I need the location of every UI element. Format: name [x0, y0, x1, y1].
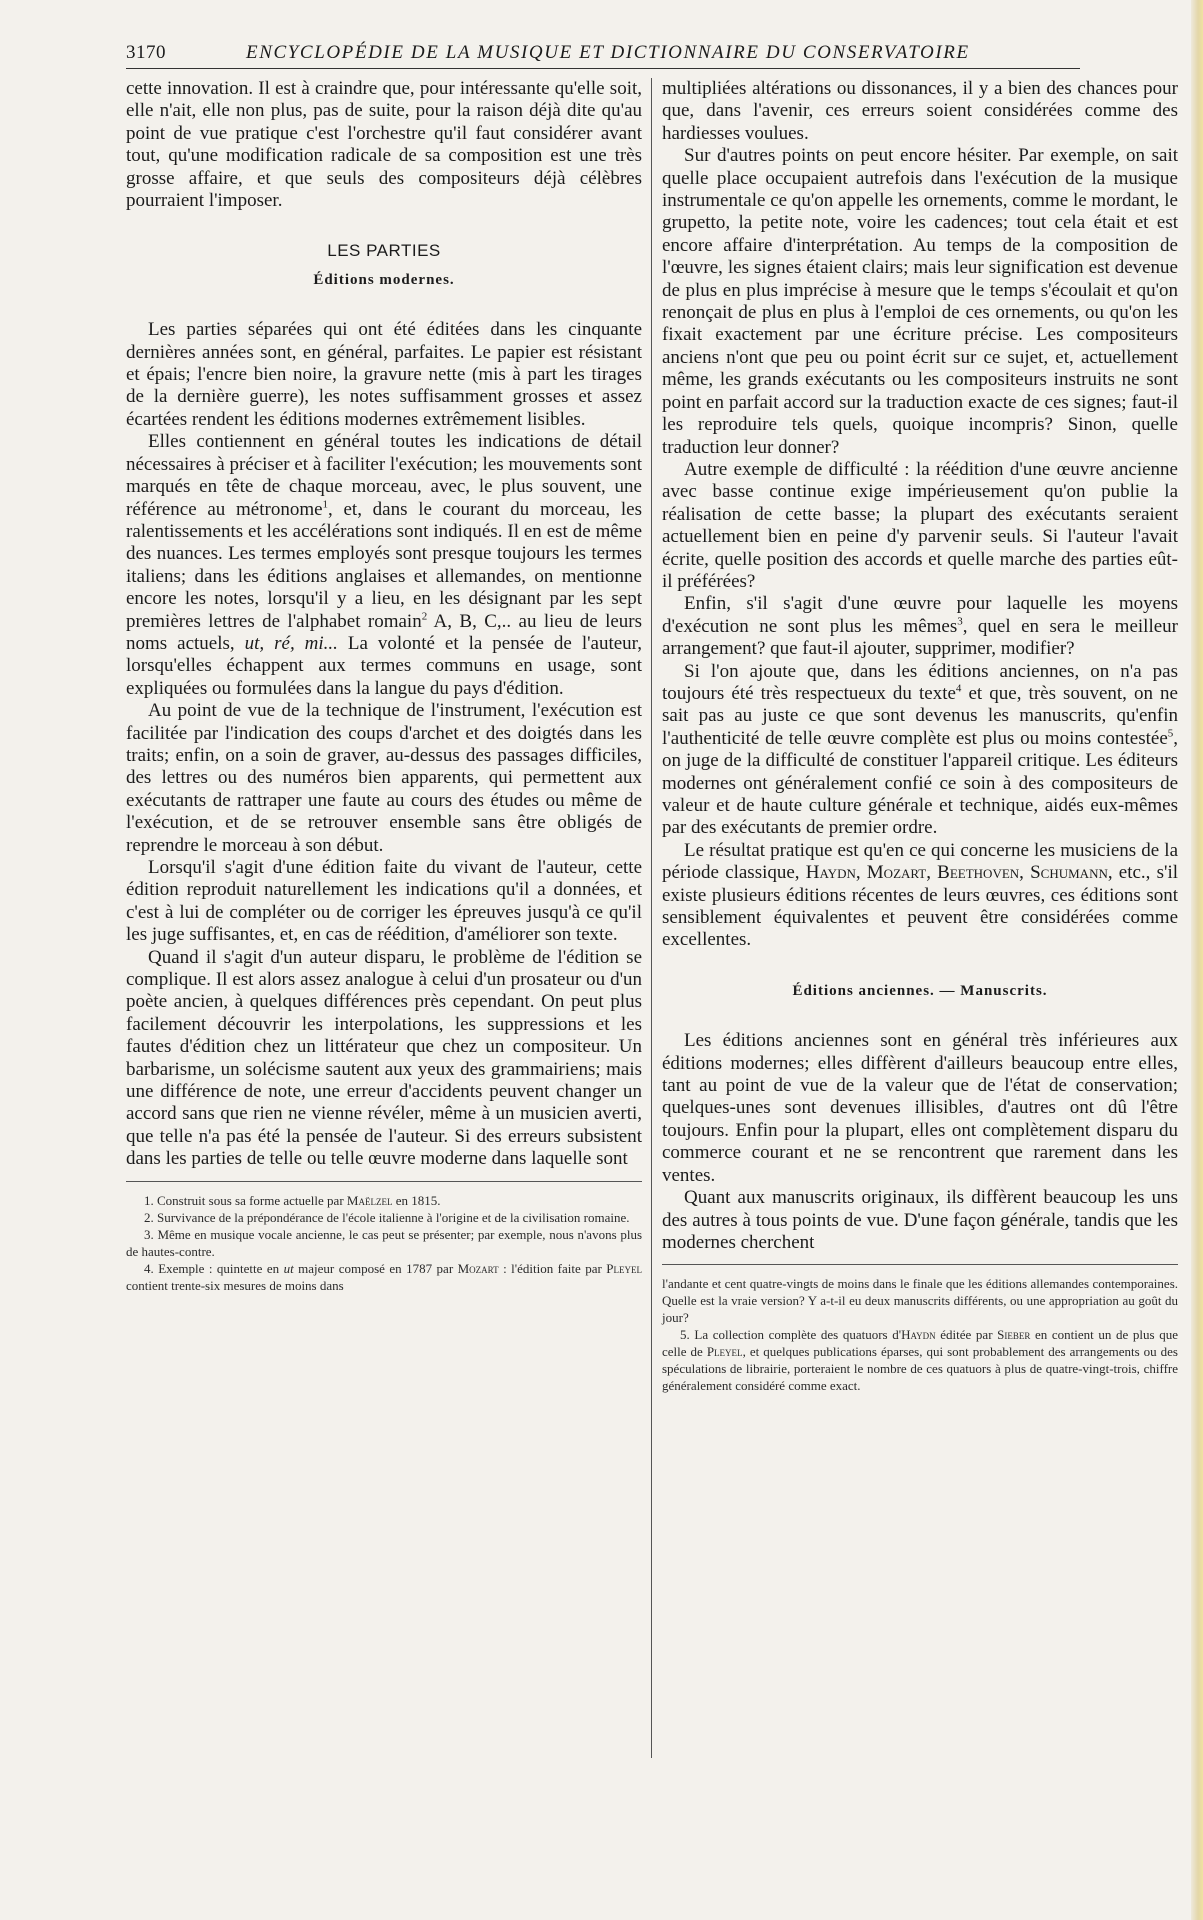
footnote-number: 2. — [144, 1209, 154, 1225]
text-run: Enfin, s'il s'agit d'une œuvre pour laquelle les moyens d'exécution ne sont plus les mêmes — [662, 593, 1178, 637]
running-title: ENCYCLOPÉDIE DE LA MUSIQUE ET DICTIONNAIRE DU CONSERVATOIRE — [246, 42, 970, 63]
footnote-text: Même en musique vocale ancienne, le cas peut se présenter; par exemple, nous n'avons plus de hautes-contre. — [126, 1226, 643, 1259]
paragraph: Quant aux manuscrits originaux, ils diffèrent beaucoup les uns des autres à tous points de vue. D'une façon générale, tandis que les modernes cherchent — [662, 1187, 1178, 1253]
footnote-text: en 1815. — [392, 1192, 441, 1208]
paragraph: Les parties séparées qui ont été éditées dans les cinquante dernières années sont, en général, parfaites. Le papier est résistant et épais; l'encre bien noire, la gravure nette (mis à part les tirages de la dernière guerre), les notes suffisamment grosses et assez écartées rendent les éditions modernes extrêmement lisibles. — [126, 319, 642, 430]
footnote-ref: 2 — [421, 610, 428, 623]
footnote-name: Pleyel — [706, 1344, 743, 1360]
subsection-title: Éditions modernes. — [313, 271, 455, 288]
page-number: 3170 — [126, 42, 166, 63]
footnote-text: contient trente-six mesures de moins dans — [126, 1277, 344, 1293]
paragraph: Autre exemple de difficulté : la réédition d'une œuvre ancienne avec basse continue exige impérieusement qu'on publie la réalisation de cette basse; la plupart des exécutants seraient actuellement bien en peine d'y parvenir seuls. Si l'auteur l'avait écrite, quelle position des accords et quelle marche des parties eût-il préférées? — [662, 458, 1178, 592]
paragraph: Au point de vue de la technique de l'instrument, l'exécution est facilitée par l'indication des coups d'archet et des doigtés dans les traits; enfin, on a soin de graver, au-dessus des passages difficiles, des lettres ou des numéros bien apparents, qui permettent aux exécutants de rattraper une faute au cours des études ou même de l'exécution, et de se retrouver ensemble sans être obligés de reprendre le morceau à son début. — [126, 700, 642, 856]
page-edge — [1191, 0, 1203, 1920]
footnote-text: , et quelques publications éparses, qui sont probablement des arrangements ou des spéculations de librairie, porteraient le nombre de ces quatuors à plus de quatre-vingt-trois, chiffre généralement considéré comme exact. — [662, 1344, 1178, 1394]
footnote-ref: 5 — [1167, 727, 1174, 740]
text-run: Si l'on ajoute que, dans les éditions anciennes, on n'a pas toujours été très respectueux du texte — [662, 660, 1178, 704]
right-column — [662, 78, 1178, 1394]
left-column — [126, 78, 642, 1294]
footnote — [662, 1326, 1178, 1394]
paragraph: Quand il s'agit d'un auteur disparu, le problème de l'édition se complique. Il est alors assez analogue à celui d'un prosateur ou d'un poète ancien, à quelques différences près cependant. On peut plus facilement découvrir les interpolations, les suppressions et les fautes d'édition chez un littérateur que chez un compositeur. Un barbarisme, un solécisme sautent aux yeux des grammairiens; mais une différence de note, une erreur d'accidents peuvent changer un accord sans que rien ne vienne révéler, même à un musicien averti, que telle n'a pas été la pensée de l'auteur. Si des erreurs subsistent dans les parties de telle ou telle œuvre moderne dans laquelle sont — [126, 946, 642, 1170]
footnote-text: : l'édition faite par — [498, 1260, 607, 1276]
footnote — [126, 1192, 642, 1209]
text-run: A, B, C,.. au lieu de leurs noms actuels, — [126, 610, 642, 654]
footnote-ref: 4 — [955, 682, 962, 695]
composer-names: Haydn, Mozart, Beethoven, Schumann — [805, 862, 1108, 884]
text-run: , etc., s'il existe plusieurs éditions récentes de leurs œuvres, ces éditions sont sensiblement équivalentes et peuvent être considérées comme excellentes. — [662, 862, 1178, 951]
running-header — [126, 38, 1080, 68]
paragraph: Les éditions anciennes sont en général très inférieures aux éditions modernes; elles diffèrent d'ailleurs beaucoup entre elles, tant au point de vue de la valeur que de l'état de conservation; quelques-unes sont devenues illisibles, d'autres ont dû l'être toujours. Enfin pour la plupart, elles ont complètement disparu du commerce courant et ne se rencontrent que rarement dans les ventes. — [662, 1030, 1178, 1186]
footnote-text: Exemple : quintette en — [158, 1260, 284, 1276]
footnote — [126, 1226, 642, 1260]
paragraph: cette innovation. Il est à craindre que, pour intéressante qu'elle soit, elle n'ait, elle non plus, pas de suite, pour la raison déjà dite qu'au point de vue pratique c'est l'orchestre qu'il faut considérer avant tout, qu'une modification radicale de sa composition est une très grosse affaire, et que seuls des compositeurs déjà célèbres pourraient l'imposer. — [126, 78, 642, 212]
footnote-number: 5. — [680, 1327, 690, 1343]
footnote-name: Haydn — [901, 1327, 936, 1343]
footnote-text: majeur composé en 1787 par — [293, 1260, 458, 1276]
footnote-text: éditée par — [935, 1327, 998, 1343]
paragraph — [126, 431, 642, 700]
text-run: La volonté et la pensée de l'auteur, lorsqu'elles échappent aux termes communs en usage, sont expliquées ou formulées dans la langue du pays d'édition. — [126, 632, 642, 699]
column-divider — [651, 78, 652, 1758]
footnote-name: Mozart — [457, 1260, 499, 1276]
footnote-ref: 1 — [322, 498, 329, 511]
paragraph — [662, 661, 1178, 840]
paragraph — [662, 593, 1178, 660]
text-run: Elles contiennent en général toutes les indications de détail nécessaires à préciser et à faciliter l'exécution; les mouvements sont marqués en tête de chaque morceau, avec, le plus souvent, une référence au métronome — [126, 431, 642, 520]
footnote-text: La collection complète des quatuors d' — [694, 1327, 902, 1343]
footnote-rule — [126, 1181, 642, 1182]
text-run: et que, très souvent, on ne sait pas au juste ce que sont devenus les manuscrits, qu'enfin l'authenticité de telle œuvre complète est plus ou moins contestée — [662, 682, 1178, 749]
footnote-number: 4. — [144, 1260, 154, 1276]
footnote-name: Pleyel — [606, 1260, 642, 1276]
header-rule — [126, 68, 1080, 69]
subsection-title: Éditions anciennes. — Manuscrits. — [792, 982, 1048, 999]
footnote-italic: ut — [283, 1260, 294, 1276]
text-run: , on juge de la difficulté de constituer l'appareil critique. Les éditeurs modernes ont généralement confié ce soin à des compositeurs de valeur et de haute culture générale et technique, aidés eux-mêmes par des exécutants de premier ordre. — [662, 727, 1178, 839]
footnote-text: Survivance de la prépondérance de l'école italienne à l'origine et de la civilisation romaine. — [157, 1209, 630, 1225]
footnote-text: Construit sous sa forme actuelle par — [157, 1192, 347, 1208]
italic-notes: ut, ré, mi... — [244, 632, 338, 654]
footnote-name: Maëlzel — [346, 1192, 393, 1208]
paragraph: Sur d'autres points on peut encore hésiter. Par exemple, on sait quelle place occupaient autrefois dans l'exécution de la musique instrumentale ce qu'on appelle les ornements, comme le mordant, le grupetto, la petite note, voire les cadences; tout cela était et est encore affaire d'interprétation. Au temps de la composition de l'œuvre, les signes étaient clairs; mais leur signification est devenue de plus en plus imprécise à mesure que le temps s'écoulait et qu'on renonçait de plus en plus à l'emploi de ces ornements, ou qu'on les fixait exactement par une écriture précise. Les compositeurs anciens n'ont que peu ou point écrit sur ce sujet, et, actuellement même, les grands exécutants ou les compositeurs instruits ne sont point en parfait accord sur la traduction exacte de ces signes; faut-il les reproduire tels quels, quoique incompris? Sinon, quelle traduction leur donner? — [662, 145, 1178, 458]
footnote-number: 1. — [144, 1192, 154, 1208]
text-run: , quel en sera le meilleur arrangement? que faut-il ajouter, supprimer, modifier? — [662, 615, 1178, 660]
paragraph: Lorsqu'il s'agit d'une édition faite du vivant de l'auteur, cette édition reproduit naturellement les indications qu'il a données, et c'est à lui de compléter ou de corriger les épreuves jusqu'à ce qu'il les juge suffisantes, et, en cas de réédition, d'améliorer son texte. — [126, 857, 642, 946]
paragraph — [662, 840, 1178, 952]
footnote-ref: 3 — [957, 615, 963, 628]
footnote-text: en contient un de plus que celle de — [662, 1327, 1179, 1360]
section-title: LES PARTIES — [327, 241, 441, 261]
footnote-number: 3. — [144, 1226, 154, 1242]
footnote-name: Sieber — [997, 1327, 1031, 1343]
footnote-continuation: l'andante et cent quatre-vingts de moins dans le finale que les éditions allemandes contemporaines. Quelle est la vraie version? Y a-t-il eu deux manuscrits différents, ou une appropriation au goût du jour? — [662, 1276, 1178, 1326]
text-run: Le résultat pratique est qu'en ce qui concerne les musiciens de la période classique, — [662, 839, 1178, 884]
text-run: , et, dans le courant du morceau, les ralentissements et les accélérations sont indiqués. Il en est de même des nuances. Les termes employés sont presque toujours les termes italiens; dans les éditions anglaises et allemandes, on mentionne encore les notes, lorsqu'il y a lieu, en les désignant par les sept premières lettres de l'alphabet romain — [126, 498, 642, 632]
footnote — [126, 1209, 642, 1226]
footnote — [126, 1260, 642, 1294]
footnote-rule — [662, 1264, 1178, 1265]
paragraph: multipliées altérations ou dissonances, il y a bien des chances pour que, dans l'avenir, ces erreurs soient considérées comme des hardiesses voulues. — [662, 78, 1178, 144]
